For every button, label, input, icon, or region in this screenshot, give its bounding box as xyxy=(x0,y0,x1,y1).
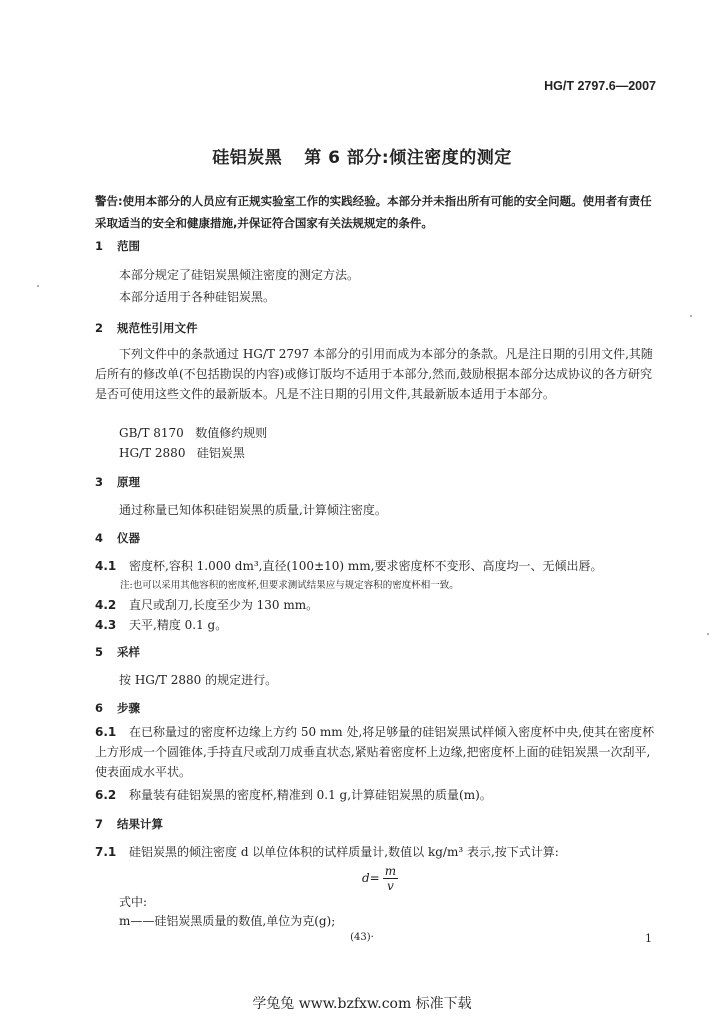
clause-text: 密度杯,容积 1.000 dm³,直径(100±10) mm,要求密度杯不变形、高度均一、无倾出唇。 xyxy=(129,559,603,573)
section-6-heading xyxy=(95,700,140,716)
scope-paragraph-2: 本部分适用于各种硅铝炭黑。 xyxy=(119,290,276,304)
section-title: 采样 xyxy=(117,645,140,659)
normative-references-paragraph: 下列文件中的条款通过 HG/T 2797 本部分的引用而成为本部分的条款。凡是注日期的引用文件,其随后所有的修改单(不包括勘误的内容)或修订版均不适用于本部分,然而,鼓励根据本部分达成协议的各方研究是否可使用这些文件的最新版本。凡是不注日期的引用文件,其最新版本适用于本部分。 xyxy=(95,347,653,401)
section-3-heading xyxy=(95,474,140,490)
sampling-paragraph: 按 HG/T 2880 的规定进行。 xyxy=(119,673,278,687)
where-label: 式中: xyxy=(119,895,148,909)
density-formula xyxy=(362,864,398,893)
formula-lhs: d= xyxy=(362,871,380,885)
section-number: 2 xyxy=(95,321,104,335)
section-title: 结果计算 xyxy=(117,817,163,831)
clause-4-3 xyxy=(95,616,227,633)
scope-paragraph-1: 本部分规定了硅铝炭黑倾注密度的测定方法。 xyxy=(119,268,360,282)
clause-7-1 xyxy=(95,843,559,860)
clause-4-1 xyxy=(95,557,602,574)
scan-speck xyxy=(690,315,692,317)
formula-fraction xyxy=(383,864,398,893)
clause-number: 6.2 xyxy=(95,788,117,802)
clause-4-2 xyxy=(95,596,318,613)
clause-text: 直尺或刮刀,长度至少为 130 mm。 xyxy=(129,598,319,612)
formula-denominator: v xyxy=(387,879,394,893)
reference-code: HG/T 2880 xyxy=(119,446,186,460)
section-number: 4 xyxy=(95,531,104,545)
section-7-heading xyxy=(95,816,163,832)
reference-code: GB/T 8170 xyxy=(119,426,184,440)
clause-text: 称量装有硅铝炭黑的密度杯,精准到 0.1 g,计算硅铝炭黑的质量(m)。 xyxy=(129,788,492,802)
section-2-heading xyxy=(95,320,198,336)
clause-text: 天平,精度 0.1 g。 xyxy=(129,618,228,632)
section-number: 7 xyxy=(95,817,104,831)
principle-paragraph: 通过称量已知体积硅铝炭黑的质量,计算倾注密度。 xyxy=(119,503,387,517)
clause-note: 注:也可以采用其他容积的密度杯,但要求测试结果应与规定容积的密度杯相一致。 xyxy=(120,580,459,591)
clause-6-1 xyxy=(95,722,660,782)
page-number: 1 xyxy=(645,932,652,945)
variable-definition: m——硅铝炭黑质量的数值,单位为克(g); xyxy=(119,914,336,928)
section-number: 1 xyxy=(95,239,104,253)
clause-number: 6.1 xyxy=(95,725,117,739)
clause-text: 硅铝炭黑的倾注密度 d 以单位体积的试样质量计,数值以 kg/m³ 表示,按下式计算: xyxy=(129,845,559,859)
reference-item xyxy=(119,424,267,441)
title-part-a: 硅铝炭黑 xyxy=(212,148,283,168)
section-title: 原理 xyxy=(117,475,140,489)
section-4-heading xyxy=(95,530,140,546)
formula-numerator: m xyxy=(384,864,397,878)
section-1-heading xyxy=(95,238,140,254)
section-title: 范围 xyxy=(117,239,140,253)
scan-speck xyxy=(707,633,709,635)
safety-warning: 警告:使用本部分的人员应有正规实验室工作的实践经验。本部分并未指出所有可能的安全问题。使用者有责任采取适当的安全和健康措施,并保证符合国家有关法规规定的条件。 xyxy=(95,194,652,230)
clause-number: 4.2 xyxy=(95,598,117,612)
section-number: 5 xyxy=(95,645,104,659)
reference-name: 硅铝炭黑 xyxy=(196,446,245,460)
page-code: (43)· xyxy=(350,932,374,943)
clause-number: 4.1 xyxy=(95,559,117,573)
section-5-heading xyxy=(95,644,140,660)
reference-item xyxy=(119,444,245,461)
section-title: 步骤 xyxy=(117,701,140,715)
page-title xyxy=(0,143,724,168)
clause-text: 在已称量过的密度杯边缘上方约 50 mm 处,将足够量的硅铝炭黑试样倾入密度杯中央,使其在密度杯上方形成一个圆锥体,手持直尺或刮刀成垂直状态,紧贴着密度杯上边缘,把密度杯上面的硅铝炭黑一次刮平,使表面成水平状。 xyxy=(95,725,655,779)
section-title: 规范性引用文件 xyxy=(117,321,198,335)
scan-speck xyxy=(37,285,39,287)
clause-6-2 xyxy=(95,786,492,803)
title-part-b: 第 6 部分:倾注密度的测定 xyxy=(304,148,512,168)
reference-name: 数值修约规则 xyxy=(195,426,268,440)
section-number: 6 xyxy=(95,701,104,715)
section-title: 仪器 xyxy=(117,531,140,545)
clause-number: 4.3 xyxy=(95,618,117,632)
clause-number: 7.1 xyxy=(95,845,117,859)
standard-code: HG/T 2797.6—2007 xyxy=(544,79,656,93)
section-number: 3 xyxy=(95,475,104,489)
site-watermark: 学兔兔 www.bzfxw.com 标准下载 xyxy=(252,996,472,1012)
